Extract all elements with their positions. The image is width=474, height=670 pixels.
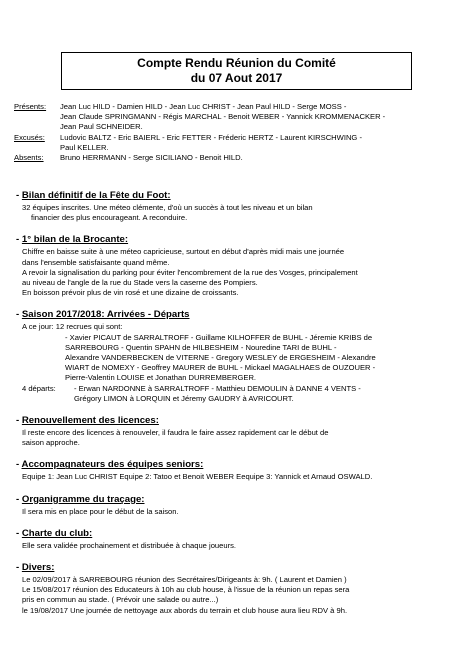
body-line: Il sera mis en place pour le début de la saison. — [22, 506, 179, 516]
arrival-line: - Xavier PICAUT de SARRALTROFF - Guillame KILHOFFER de BUHL - Jéremie KRIBS de — [65, 332, 373, 342]
section-body — [22, 322, 464, 404]
departures-label: 4 départs: — [22, 383, 56, 393]
arrival-line: SARREBOURG - Quentin SPAHN de HILBESHEIM - Nouredine TARI de BUHL - — [65, 342, 337, 352]
section-prefix: - — [16, 562, 22, 574]
section-prefix: - — [16, 234, 22, 246]
body-line: Le 15/08/2017 réunion des Educateurs à 10h au club house, à l'issue de la réunion un repas sera — [22, 585, 350, 595]
body-line: le 19/08/2017 Une journée de nettoyage aux abords du terrain et club house aura lieu RDV à 9h. — [22, 605, 348, 615]
section-title — [16, 415, 464, 427]
section-title — [16, 190, 464, 202]
section — [14, 562, 464, 616]
section-title — [16, 494, 464, 506]
section — [14, 415, 464, 448]
section-title — [16, 459, 464, 471]
body-line: saison approche. — [22, 438, 80, 448]
arrival-line: WIART de NOMEXY - Geoffrey MAURER de BUHL - Mickael MAGALHAES de OUZOUER - — [65, 363, 376, 373]
section-title-text: Accompagnateurs des équipes seniors: — [21, 459, 204, 471]
body-line: pris en commun au stade. ( Prévoir une salade ou autre...) — [22, 595, 219, 605]
arrivals-list — [65, 333, 464, 384]
section-title-text: Charte du club: — [21, 527, 93, 539]
section — [14, 234, 464, 298]
section-title-text: Divers: — [21, 562, 55, 574]
departures-list — [74, 384, 464, 404]
attendance-line: Jean Claude SPRINGMANN - Régis MARCHAL - Benoit WEBER - Yannick KROMMENACKER - — [60, 112, 386, 122]
title-line-1: Compte Rendu Réunion du Comité — [137, 56, 336, 70]
section-body — [22, 428, 464, 448]
attendance-row — [14, 102, 462, 133]
arrival-line: Alexandre VANDERBECKEN de VITERNE - Gregory WESLEY de ERGESHEIM - Alexandre — [65, 353, 376, 363]
section-title-text: Bilan définitif de la Fête du Foot: — [21, 190, 171, 201]
section-prefix: - — [16, 309, 22, 321]
section — [14, 190, 464, 223]
attendance-names — [60, 102, 462, 133]
section-prefix: - — [16, 459, 22, 471]
attendance-line: Bruno HERRMANN - Serge SICILIANO - Benoit HILD. — [60, 153, 243, 163]
section-title-text: Saison 2017/2018: Arrivées - Départs — [21, 309, 190, 321]
recruits-intro: A ce jour: 12 recrues qui sont: — [22, 322, 123, 332]
section-title — [16, 234, 464, 246]
attendance-line: Jean Paul SCHNEIDER. — [60, 122, 143, 132]
section-body — [22, 575, 464, 616]
attendance-label: Présents: — [14, 102, 47, 111]
section-prefix: - — [16, 415, 22, 427]
attendance-list — [14, 102, 462, 163]
section-body — [22, 472, 464, 482]
attendance-row — [14, 133, 462, 153]
section-prefix: - — [16, 190, 22, 201]
departure-line: Grégory LIMON à LORQUIN et Jéremy GAUDRY à AVRICOURT. — [74, 393, 294, 403]
attendance-names — [60, 133, 462, 153]
minutes-body — [14, 190, 464, 627]
section-body — [22, 507, 464, 517]
section — [14, 309, 464, 404]
attendance-line: Paul KELLER. — [60, 142, 109, 152]
section-prefix: - — [16, 493, 22, 505]
body-line: au niveau de l'angle de la rue du Stade vers la caserne des Pompiers. — [22, 278, 258, 288]
document-title-box — [61, 52, 412, 90]
section — [14, 494, 464, 517]
section-title — [16, 309, 464, 321]
section-title-text: Organigramme du traçage: — [21, 493, 145, 505]
attendance-line: Ludovic BALTZ - Eric BAIERL - Eric FETTER - Fréderic HERTZ - Laurent KIRSCHWING - — [60, 132, 362, 142]
attendance-line: Jean Luc HILD - Damien HILD - Jean Luc CHRIST - Jean Paul HILD - Serge MOSS - — [60, 102, 347, 111]
departures-row — [22, 384, 464, 404]
body-line: financier des plus encourageant. A reconduire. — [31, 213, 188, 223]
body-line: dans l'ensemble satisfaisante quand même. — [22, 257, 170, 267]
section-title-text: 1° bilan de la Brocante: — [21, 234, 129, 246]
attendance-label: Absents: — [14, 153, 44, 163]
body-line: Elle sera validée prochainement et distribuée à chaque joueurs. — [22, 540, 237, 550]
body-line: Chiffre en baisse suite à une méteo capricieuse, surtout en début d'après midi mais une journée — [22, 247, 345, 257]
attendance-label: Excusés: — [14, 132, 45, 142]
section — [14, 528, 464, 551]
departure-line: - Erwan NARDONNE à SARRALTROFF - Matthieu DEMOULIN à DANNE 4 VENTS - — [74, 383, 361, 393]
body-line: Equipe 1: Jean Luc CHRIST Equipe 2: Tatoo et Benoit WEBER Eequipe 3: Yannick et Arnaud OSWALD. — [22, 472, 373, 482]
body-line: Le 02/09/2017 à SARREBOURG réunion des Secrétaires/Dirigeants à: 9h. ( Laurent et Damien ) — [22, 575, 347, 585]
section-body — [22, 203, 464, 223]
attendance-names — [60, 153, 462, 163]
attendance-row — [14, 153, 462, 163]
arrival-line: Pierre-Valentin LOUISE et Jonathan DURREMBERGER. — [65, 373, 257, 383]
body-line: En boisson prévoir plus de vin rosé et une dizaine de croissants. — [22, 288, 239, 298]
section-body — [22, 247, 464, 298]
body-line: 32 équipes inscrites. Une méteo clémente, d'où un succès à tout les niveau et un bilan — [22, 203, 313, 212]
section-title — [16, 528, 464, 540]
title-line-2: du 07 Aout 2017 — [190, 71, 283, 85]
section-title — [16, 562, 464, 574]
body-line: A revoir la signalisation du parking pour éviter l'encombrement de la rue des Vosges, principalement — [22, 267, 358, 277]
section-title-text: Renouvellement des licences: — [21, 415, 159, 427]
section-body — [22, 541, 464, 551]
section-prefix: - — [16, 527, 22, 539]
section — [14, 459, 464, 482]
body-line: Il reste encore des licences à renouveler, il faudra le faire assez rapidement car le début de — [22, 428, 329, 438]
